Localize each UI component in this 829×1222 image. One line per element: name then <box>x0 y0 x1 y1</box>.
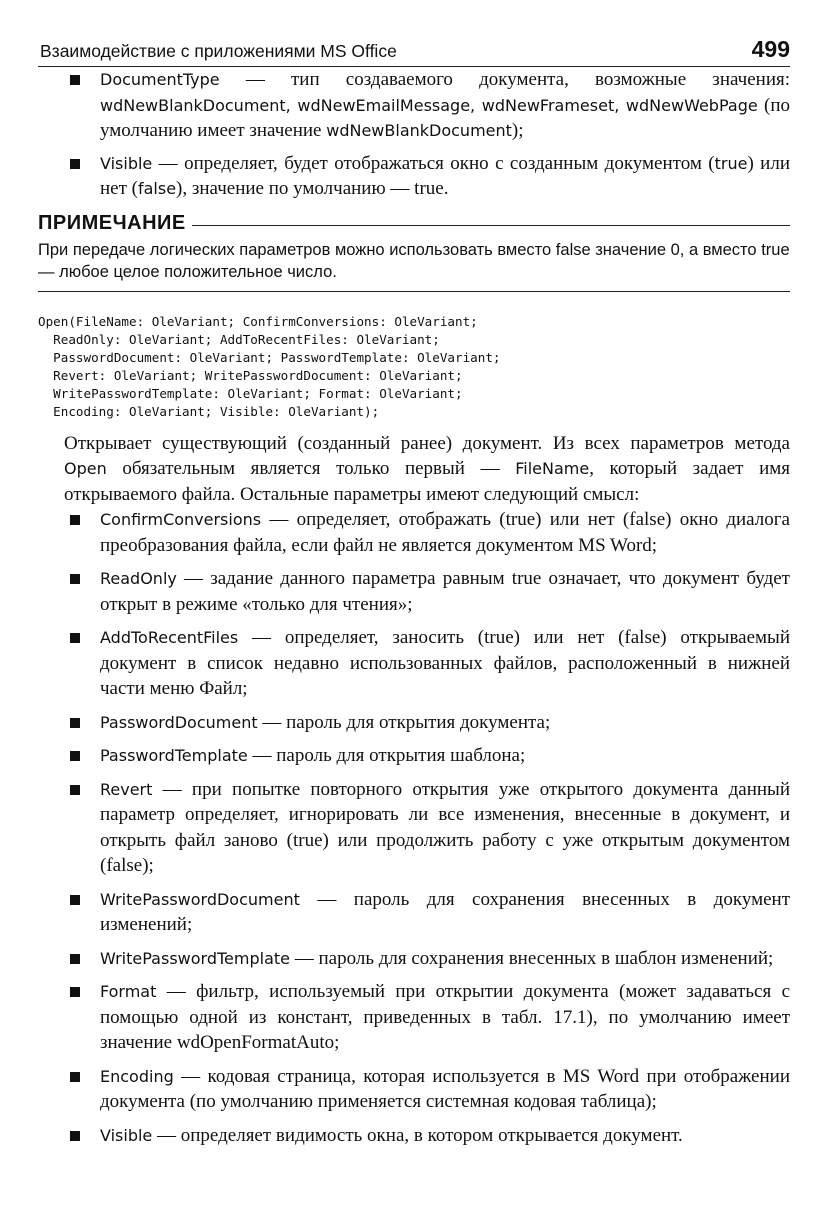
list-item <box>38 67 790 144</box>
term-true: true <box>714 153 748 173</box>
bullet-square-icon <box>70 633 80 643</box>
term: Visible <box>100 1125 153 1145</box>
term-values: wdNewBlankDocument, wdNewEmailMessage, wdNewFrameset, wdNewWebPage <box>100 95 758 115</box>
description: — пароль для открытия шаблона; <box>247 745 526 766</box>
list-item <box>38 625 790 702</box>
parameter-list-main <box>38 507 790 1148</box>
chapter-title: Взаимодействие с приложениями MS Office <box>40 41 397 61</box>
bullet-square-icon <box>70 75 80 85</box>
code-block <box>38 313 790 421</box>
term: AddToRecentFiles <box>100 628 239 647</box>
list-item <box>38 979 790 1056</box>
description: — определяет, отображать (true) или нет (false) окно диалога преобразования файла, если файл не является документом MS Word; <box>100 509 790 556</box>
term: WritePasswordDocument <box>100 889 300 909</box>
description: — задание данного параметра равным true означает, что документ будет открыт в режиме «только для чтения»; <box>100 568 790 615</box>
term: ConfirmConversions <box>100 510 262 529</box>
running-header <box>38 34 790 67</box>
term: Open <box>64 459 107 478</box>
description: ) или нет ( <box>100 152 791 199</box>
bullet-square-icon <box>70 515 80 525</box>
description: — определяет видимость окна, в котором открывается документ. <box>152 1124 683 1146</box>
code-line: WritePasswordTemplate: OleVariant; Format: OleVariant; <box>38 385 463 401</box>
description: — определяет, будет отображаться окно с созданным документом ( <box>152 152 715 174</box>
code-line: ReadOnly: OleVariant; AddToRecentFiles: OleVariant; <box>38 331 440 347</box>
description: — фильтр, используемый при открытии документа (может задаваться с помощью одной из констант, приведенных в табл. 17.1), по умолчанию имеет значение wdOpenFormatAuto; <box>100 981 790 1053</box>
list-item <box>38 1123 790 1149</box>
description: ), значение по умолчанию — true. <box>176 178 449 199</box>
bullet-square-icon <box>70 718 80 728</box>
description: — пароль для открытия документа; <box>257 711 551 733</box>
term: FileName <box>515 459 590 478</box>
list-item <box>38 887 790 938</box>
bullet-square-icon <box>70 895 80 905</box>
term: Revert <box>100 779 153 799</box>
code-line: Revert: OleVariant; WritePasswordDocument: OleVariant; <box>38 367 463 383</box>
term-false: false <box>137 179 177 198</box>
bullet-square-icon <box>70 954 80 964</box>
list-item <box>38 946 790 972</box>
note-title: ПРИМЕЧАНИЕ <box>38 211 186 234</box>
term: Encoding <box>100 1066 174 1086</box>
term: PasswordTemplate <box>100 746 248 765</box>
term: Format <box>100 982 157 1001</box>
note-header <box>38 212 790 235</box>
code-line: Open(FileName: OleVariant; ConfirmConversions: OleVariant; <box>38 313 478 329</box>
note-box <box>38 212 790 292</box>
term-default: wdNewBlankDocument <box>326 121 512 140</box>
list-item <box>38 507 790 558</box>
list-item <box>38 710 790 736</box>
code-line: Encoding: OleVariant; Visible: OleVariant); <box>38 403 380 419</box>
paragraph-text: Открывает существующий (созданный ранее) документ. Из всех параметров метода <box>64 432 790 454</box>
parameter-list-top <box>38 67 790 202</box>
bullet-square-icon <box>70 159 80 169</box>
description: ); <box>511 120 524 141</box>
bullet-square-icon <box>70 785 80 795</box>
term: WritePasswordTemplate <box>100 948 290 968</box>
note-text: При передаче логических параметров можно использовать вместо false значение 0, а вместо true — любое целое положительное число. <box>38 239 790 292</box>
list-item <box>38 777 790 879</box>
description: — при попытке повторного открытия уже открытого документа данный параметр определяет, игнорировать ли все изменения, внесенные в документ, и открыть файл заново (true) или продолжить работу с уже открытым документом (false); <box>100 778 790 876</box>
body-paragraph <box>38 431 790 508</box>
bullet-square-icon <box>70 751 80 761</box>
bullet-square-icon <box>70 1131 80 1141</box>
term: Visible <box>100 153 153 173</box>
list-item <box>38 151 790 202</box>
description: — тип создаваемого документа, возможные значения: <box>219 69 790 90</box>
term: DocumentType <box>100 70 220 89</box>
list-item <box>38 1064 790 1115</box>
term: PasswordDocument <box>100 712 258 732</box>
description: — кодовая страница, которая используется в MS Word при отображении документа (по умолчанию применяется системная кодовая таблица); <box>100 1065 790 1112</box>
list-item <box>38 743 790 769</box>
description: — пароль для сохранения внесенных в документ изменений; <box>100 888 790 935</box>
term: ReadOnly <box>100 569 177 588</box>
paragraph-text: обязательным является только первый — <box>106 458 516 479</box>
bullet-square-icon <box>70 987 80 997</box>
list-item <box>38 566 790 617</box>
paragraph-text: , который задает имя открываемого файла. Остальные параметры имеют следующий смысл: <box>64 458 790 505</box>
description: (по умолчанию имеет значение <box>100 94 790 141</box>
code-line: PasswordDocument: OleVariant; PasswordTemplate: OleVariant; <box>38 349 501 365</box>
note-rule <box>192 225 790 226</box>
description: — определяет, заносить (true) или нет (false) открываемый документ в список недавно использованных файлов, расположенный в нижней части меню Файл; <box>100 627 790 699</box>
bullet-square-icon <box>70 1072 80 1082</box>
description: — пароль для сохранения внесенных в шаблон изменений; <box>289 947 774 969</box>
bullet-square-icon <box>70 574 80 584</box>
page <box>38 34 790 1156</box>
page-number: 499 <box>751 36 790 62</box>
